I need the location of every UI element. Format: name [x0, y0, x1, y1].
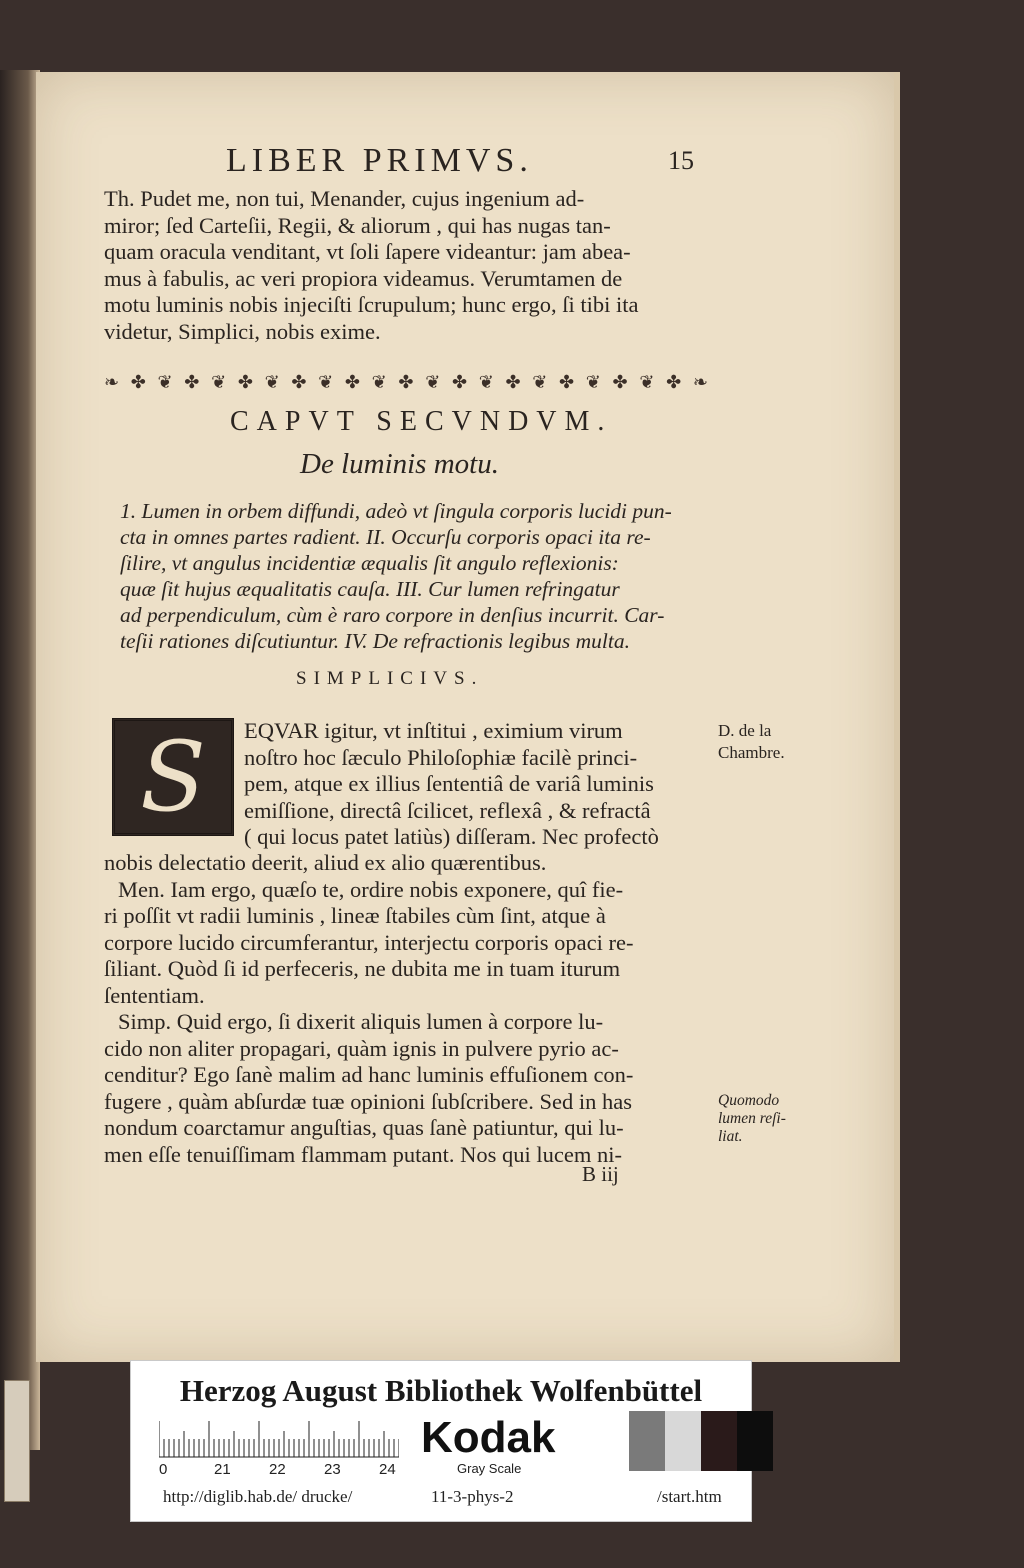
running-header: LIBER PRIMVS. — [226, 142, 533, 179]
chapter-title: CAPVT SECVNDVM. — [230, 406, 613, 437]
ornamental-rule: ❧ ✤ ❦ ✤ ❦ ✤ ❦ ✤ ❦ ✤ ❦ ✤ ❦ ✤ ❦ ✤ ❦ ✤ ❦ ✤ ❦ ✤ ❧ — [104, 371, 708, 393]
text-line: men eſſe tenuiſſimam flammam putant. Nos qui lucem ni- — [104, 1141, 623, 1167]
catchword: B iij — [582, 1162, 619, 1186]
body-text — [104, 850, 633, 1168]
summary-line: 1. Lumen in orbem diffundi, adeò vt ſingula corporis lucidi pun- — [120, 499, 672, 523]
summary-line: teſii rationes diſcutiuntur. IV. De refractionis legibus multa. — [120, 629, 631, 653]
margin-note-topic: Quomodo lumen reſi- liat. — [718, 1092, 786, 1145]
initial-letter: S — [140, 721, 206, 833]
text-line: miror; ſed Carteſii, Regii, & aliorum , qui has nugas tan- — [104, 212, 611, 238]
chapter-summary — [120, 498, 672, 654]
binding-edge — [0, 70, 40, 1450]
text-line: fugere , quàm abſurdæ tuæ opinioni ſubſcribere. Sed in has — [104, 1088, 633, 1114]
text-line: corpore lucido circumferantur, interjectu corporis opaci re- — [104, 929, 634, 955]
text-line: ( qui locus patet latiùs) diſſeram. Nec profectò — [244, 824, 659, 849]
ruler-scale — [159, 1419, 399, 1459]
text-line: cido non aliter propagari, quàm ignis in pulvere pyrio ac- — [104, 1035, 619, 1061]
text-line: Men. Iam ergo, quæſo te, ordire nobis exponere, quî fie- — [118, 876, 624, 902]
page-edge — [894, 72, 900, 1362]
text-line: EQVAR igitur, vt inſtitui , eximium virum — [244, 718, 623, 743]
text-line: pem, atque ex illius ſententiâ de variâ luminis — [244, 771, 654, 796]
text-line: motu luminis nobis injeciſti ſcrupulum; hunc ergo, ſi tibi ita — [104, 292, 639, 317]
summary-line: cta in omnes partes radient. II. Occurſu corporis opaci ita re- — [120, 525, 651, 549]
swatch — [737, 1411, 773, 1471]
swatch — [629, 1411, 665, 1471]
text-line: videtur, Simplici, nobis exime. — [104, 318, 381, 344]
margin-note-author: D. de la Chambre. — [718, 721, 785, 762]
text-line: noſtro hoc ſæculo Philoſophiæ facilè princi- — [244, 744, 638, 770]
chapter-subtitle: De luminis motu. — [300, 448, 499, 480]
decorated-initial — [112, 718, 234, 836]
kodak-logo: Kodak — [421, 1413, 556, 1462]
opening-paragraph — [104, 186, 639, 345]
summary-line: ad perpendiculum, cùm è raro corpore in denſius incurrit. Car- — [120, 603, 665, 627]
text-line: nondum coarctamur anguſtias, quas ſanè patiuntur, qui lu- — [104, 1115, 624, 1140]
speaker-name: SIMPLICIVS. — [296, 668, 484, 689]
text-line: mus à fabulis, ac veri propiora videamus. Verumtamen de — [104, 265, 623, 291]
swatch — [701, 1411, 737, 1471]
text-line: nobis delectatio deerit, aliud ex alio quærentibus. — [104, 850, 547, 875]
summary-line: quæ ſit hujus æqualitatis cauſa. III. Cur lumen refringatur — [120, 577, 620, 601]
swatch — [665, 1411, 701, 1471]
library-title: Herzog August Bibliothek Wolfenbüttel — [179, 1373, 703, 1408]
text-line: ri poſſit vt radii luminis , lineæ ſtabiles cùm ſint, atque à — [104, 903, 606, 928]
text-line: Simp. Quid ergo, ſi dixerit aliquis lumen à corpore lu- — [118, 1009, 604, 1034]
body-beside-initial — [244, 718, 659, 851]
gray-swatches — [629, 1411, 773, 1471]
text-line: emiſſione, directâ ſcilicet, reflexâ , & refractâ — [244, 797, 651, 823]
text-line: Th. Pudet me, non tui, Menander, cujus ingenium ad- — [104, 186, 585, 211]
text-line: quam oracula venditant, vt ſoli ſapere videantur: jam abea- — [104, 239, 631, 264]
summary-line: ſilire, vt angulus incidentiæ æqualis ſit angulo reflexionis: — [120, 551, 619, 575]
text-line: ſententiam. — [104, 982, 205, 1008]
text-line: ſiliant. Quòd ſi id perfeceris, ne dubita me in tuam iturum — [104, 956, 621, 981]
text-line: cenditur? Ego ſanè malim ad hanc luminis effuſionem con- — [104, 1062, 634, 1087]
ruler-numbers: 0 21 22 23 24 — [159, 1461, 396, 1478]
gray-scale-label: Gray Scale — [457, 1461, 522, 1476]
color-calibration-strip: Herzog August Bibliothek Wolfenbüttel 0 21 22 23 24 Kodak Gray Scale http://diglib.hab.de/ drucke/ 11-3-phys-2 /start.htm — [130, 1360, 752, 1522]
spine-label — [4, 1380, 30, 1502]
page-number: 15 — [668, 146, 694, 175]
